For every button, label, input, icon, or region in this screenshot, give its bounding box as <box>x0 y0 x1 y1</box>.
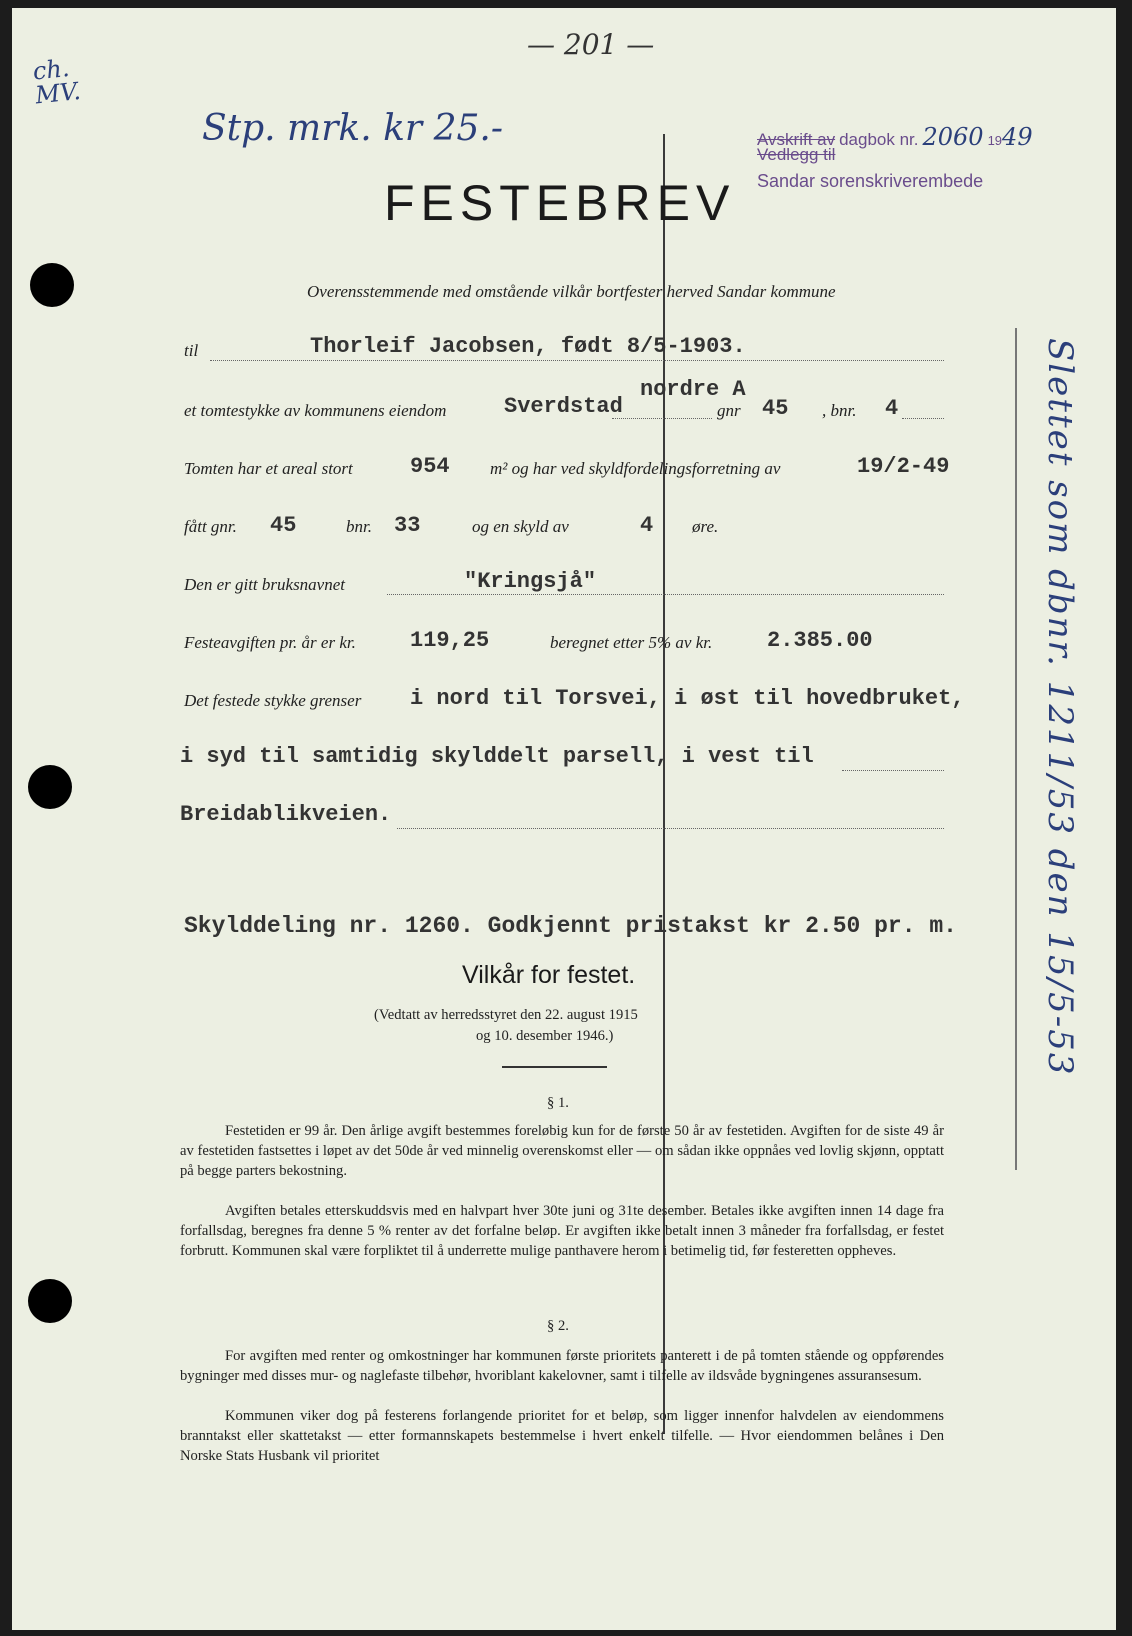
til-label: til <box>184 341 199 360</box>
stamp-duty-note: Stp. mrk. kr 25.- <box>202 108 503 149</box>
fatt-bnr-label: bnr. <box>346 517 372 536</box>
grenser-line-2: i syd til samtidig skylddelt parsell, i vest til <box>180 744 814 769</box>
bruksnavn-label: Den er gitt bruksnavnet <box>184 575 345 594</box>
punch-hole <box>28 1279 72 1323</box>
section-1-para-2: Avgiften betales etterskuddsvis med en halvpart hver 30te juni og 31te desember. Betales ikke avgiften innen 14 dage fra forfallsdag, beregnes fra denne 5 % renter av det forfalne beløp. Er avgiften ikke betalt innen 3 måneder fra forfallsdag, er festet forbrutt. Kommunen skal være forpliktet til å underrette mulige panthavere herom i betimelig tid, før festeretten oppheves. <box>180 1203 944 1259</box>
eiendom-value: Sverdstad <box>504 394 623 419</box>
bnr-label: , bnr. <box>822 401 857 420</box>
beregnet-label: beregnet etter 5% av kr. <box>550 633 713 652</box>
eiendom-value-above: nordre A <box>640 377 746 402</box>
page-title: FESTEBREV <box>384 175 736 231</box>
document-page <box>12 8 1116 1630</box>
fatt-bnr: 33 <box>394 513 421 538</box>
punch-hole <box>28 765 72 809</box>
stamp-dagbok-number: 2060 <box>922 123 984 151</box>
vedtatt-line-1: (Vedtatt av herredsstyret den 22. august 1915 <box>374 1007 638 1023</box>
punch-hole <box>30 263 74 307</box>
stamp-avskrift: Avskrift av <box>757 130 836 149</box>
gnr-value: 45 <box>762 396 789 421</box>
section-2-heading: § 2. <box>547 1318 569 1334</box>
eiendom-label: et tomtestykke av kommunens eiendom <box>184 401 447 420</box>
section-2-para-2: Kommunen viker dog på festerens forlangende prioritet for et beløp, som ligger innenfor halvdelen av eiendommens branntakst eller skattetakst — etter formannskapets bestemmelse i hvert enkelt tilfelle. — Hvor eiendommen belånes i Den Norske Stats Husbank vil prioritet <box>180 1408 944 1464</box>
areal-value: 954 <box>410 454 450 479</box>
stamp-dagbok-label: dagbok nr. <box>839 130 919 149</box>
intro-text: Overensstemmende med omstående vilkår bortfester herved Sandar kommune <box>307 282 836 301</box>
divider <box>502 1066 607 1068</box>
margin-note-top: ch. MV. <box>31 53 83 110</box>
stamp-office: Sandar sorenskriverembede <box>757 171 984 191</box>
skyld-value: 4 <box>640 513 654 538</box>
grenser-line-1: i nord til Torsvei, i øst til hovedbruket, <box>410 686 965 711</box>
gnr-label: gnr <box>717 401 741 420</box>
areal-label: Tomten har et areal stort <box>184 459 353 478</box>
section-2-para-1: For avgiften med renter og omkostninger har kommunen første prioritets panterett i de på tomten stående og oppførendes bygninger med disses mur- og naglefaste tilbehør, hvoriblant kakelovner, samt i tilfelle av ildsvåde bygningenes assuransesum. <box>180 1348 944 1384</box>
registry-stamp <box>757 123 1033 192</box>
stamp-vedlegg: Vedlegg til <box>757 145 836 164</box>
skyld-unit: øre. <box>692 517 719 536</box>
margin-note-right: Slettet som dbnr. 1211/53 den 15/5-53 <box>1040 338 1080 1077</box>
grenser-line-3: Breidablikveien. <box>180 802 392 827</box>
skylddeling-note: Skylddeling nr. 1260. Godkjennt pristakst kr 2.50 pr. m. <box>184 913 957 939</box>
beregnet-value: 2.385.00 <box>767 628 873 653</box>
vedtatt-line-2: og 10. desember 1946.) <box>476 1028 614 1044</box>
festeavgift-value: 119,25 <box>410 628 490 653</box>
fatt-gnr: 45 <box>270 513 297 538</box>
skyld-label: og en skyld av <box>472 517 569 536</box>
festeavgift-label: Festeavgiften pr. år er kr. <box>184 633 356 652</box>
stamp-year: 49 <box>1002 123 1033 151</box>
bruksnavn-value: "Kringsjå" <box>464 569 597 594</box>
fatt-label: fått gnr. <box>184 517 237 536</box>
til-value: Thorleif Jacobsen, født 8/5-1903. <box>310 334 746 359</box>
section-1-para-1: Festetiden er 99 år. Den årlige avgift bestemmes foreløbig kun for de første 50 år av festetiden. Avgiften for de siste 49 år av festetiden fastsettes i løpet av det 50de år ved minnelig overenskomst eller — om sådan ikke oppnåes ved lovlig skjønn, opptatt på begge parters bekostning. <box>180 1123 944 1179</box>
stamp-year-prefix: 19 <box>987 133 1003 148</box>
grenser-label: Det festede stykke grenser <box>184 691 362 710</box>
vilkar-title: Vilkår for festet. <box>462 961 636 989</box>
section-1-heading: § 1. <box>547 1095 569 1111</box>
bnr-value: 4 <box>885 396 899 421</box>
areal-unit: m² og har ved skyldfordelingsforretning av <box>490 459 781 478</box>
forretning-date: 19/2-49 <box>857 454 950 479</box>
page-number: — 201 — <box>527 28 655 61</box>
right-margin-rule <box>1015 328 1017 1170</box>
